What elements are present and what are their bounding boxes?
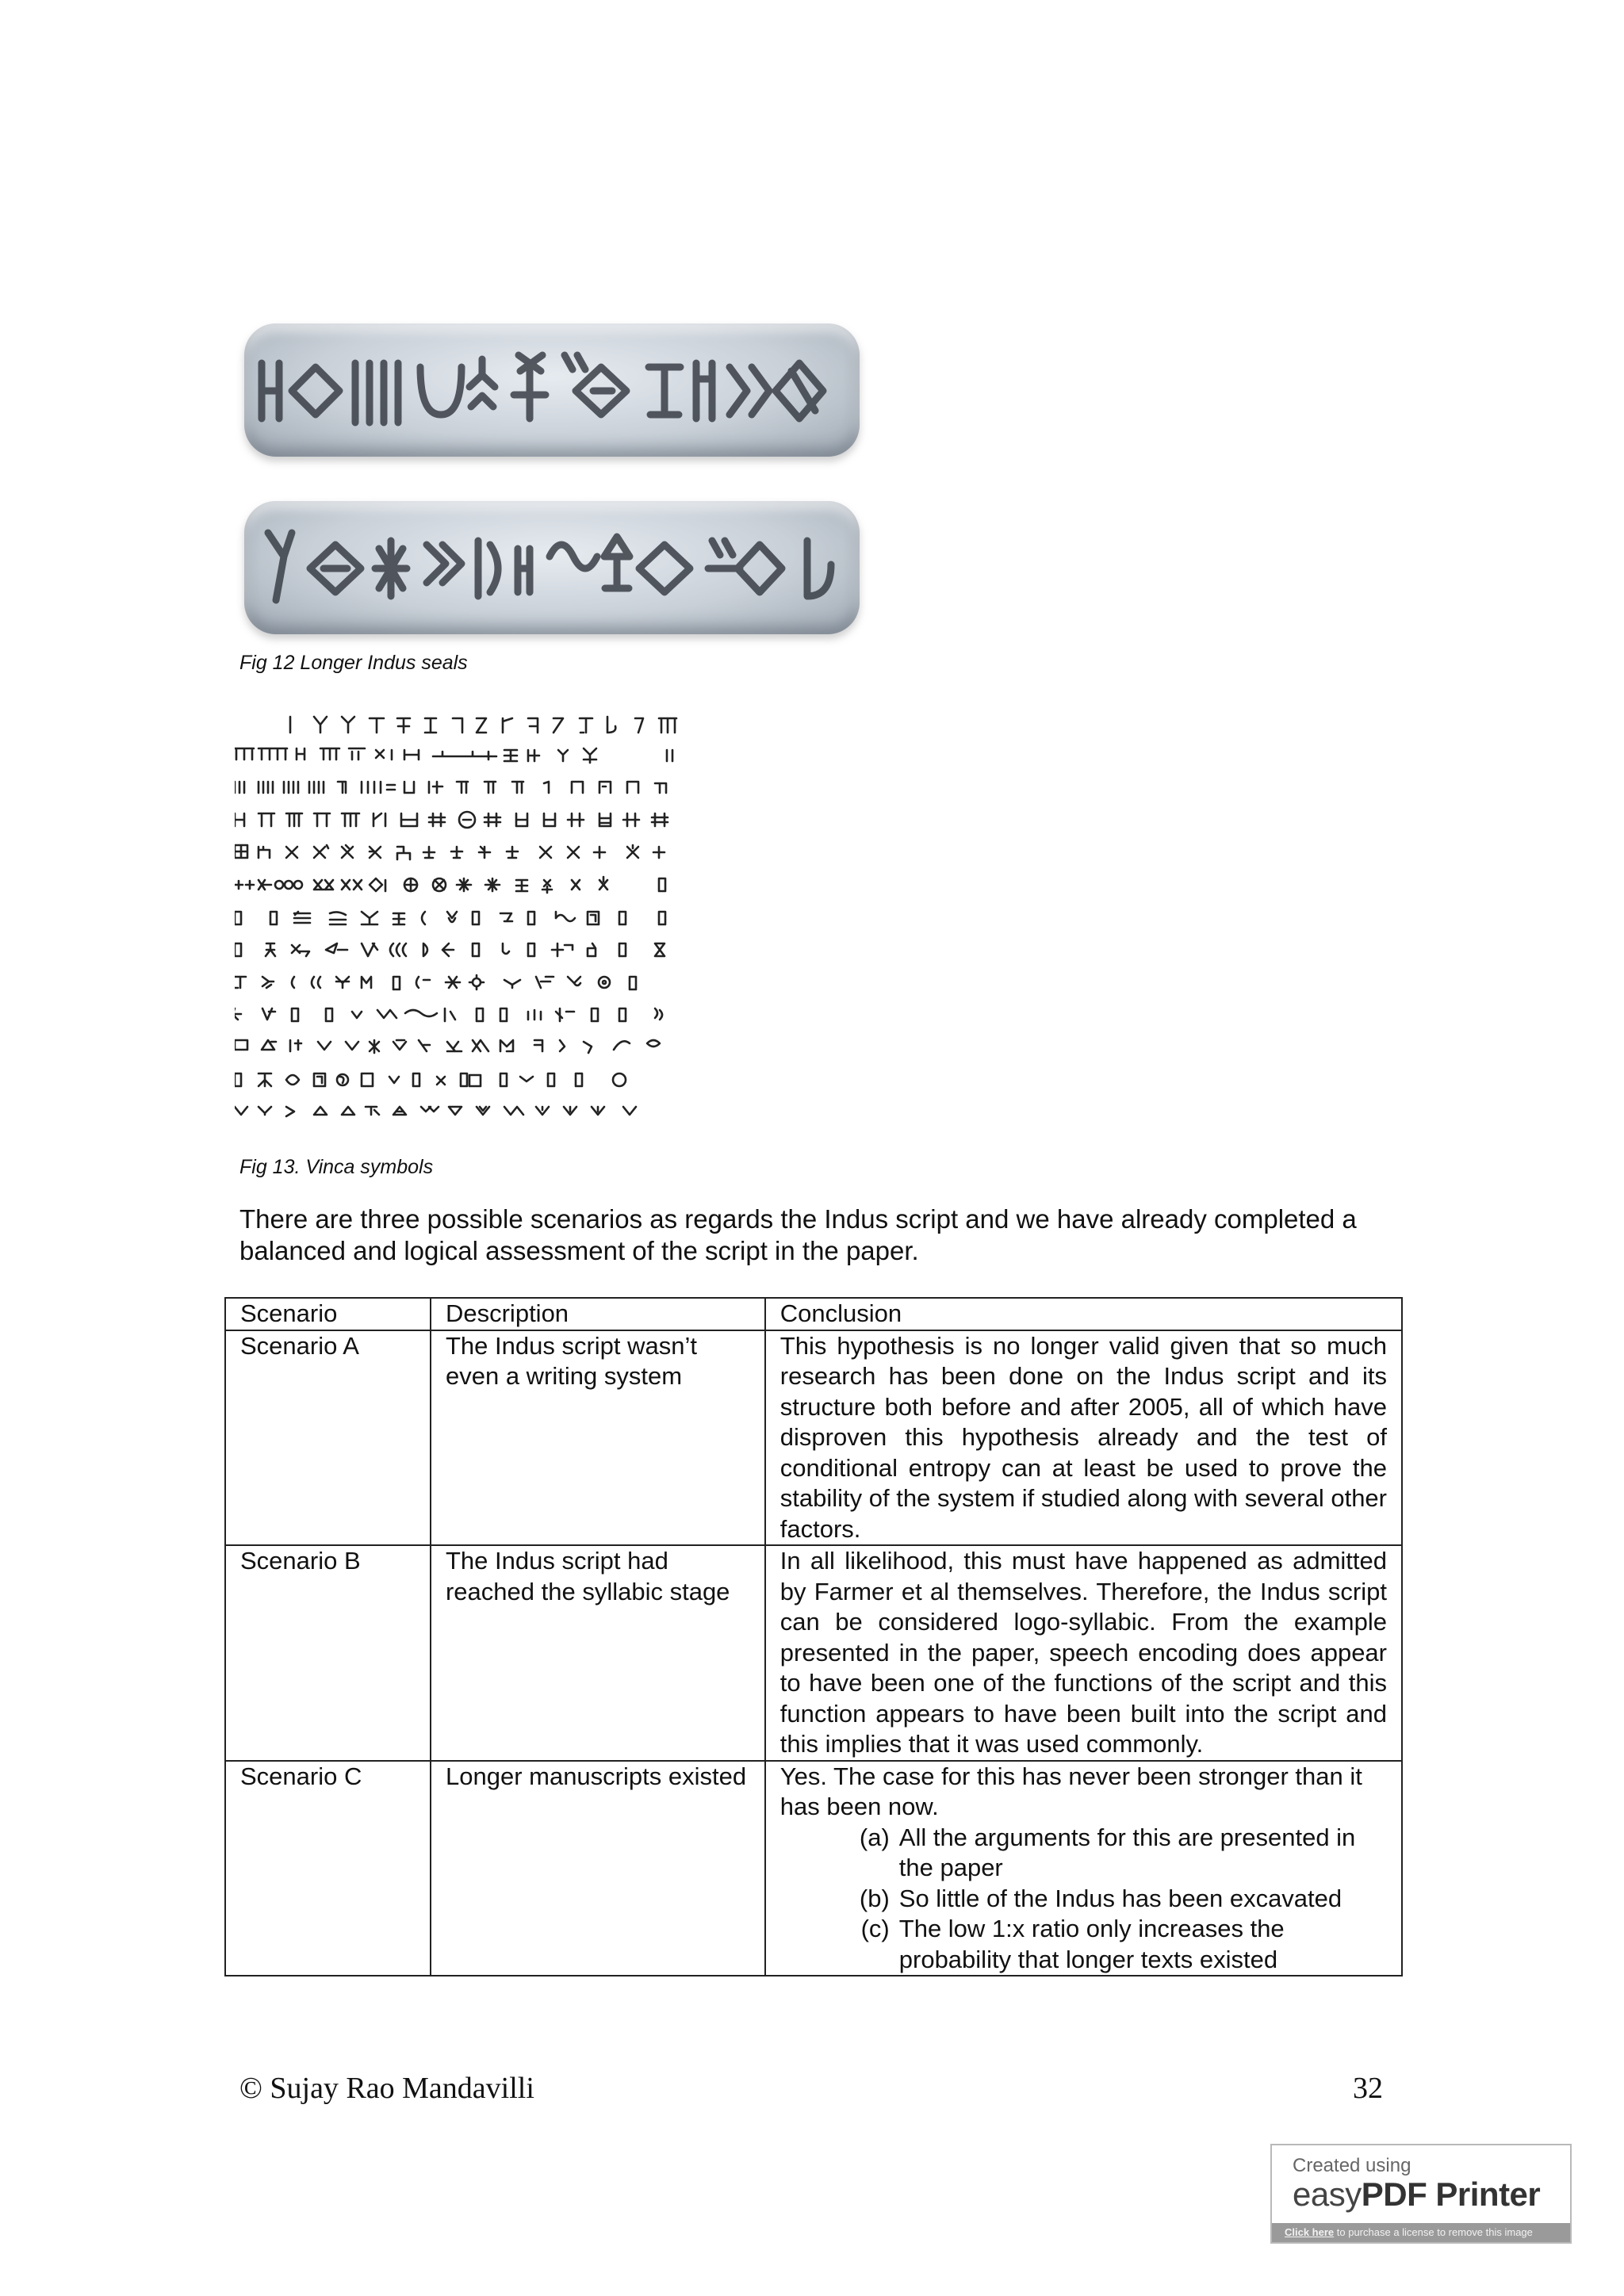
conclusion-cell: In all likelihood, this must have happened as admitted by Farmer et al themselves. Therefore, the Indus script can be considered logo-syllabic. From the example presented in the paper, speech encoding does appear to have been one of the functions of the script and this function appears to have been built into the script and this implies that it was used commonly. xyxy=(765,1545,1402,1761)
list-item xyxy=(780,1823,1387,1884)
indus-seal-bottom-glyphs xyxy=(244,501,860,634)
list-item xyxy=(780,1884,1387,1915)
stamp-click-here-link[interactable]: Click here xyxy=(1285,2226,1335,2238)
list-item xyxy=(780,1914,1387,1975)
stamp-purchase-text: to purchase a license to remove this image xyxy=(1334,2226,1533,2238)
description-cell: Longer manuscripts existed xyxy=(431,1761,765,1976)
stamp-purchase-bar[interactable] xyxy=(1272,2223,1570,2242)
stamp-product-bold: PDF Printer xyxy=(1361,2175,1541,2213)
table-header-row xyxy=(225,1298,1402,1330)
list-marker: (b) xyxy=(859,1884,890,1912)
list-text: The low 1:x ratio only increases the probability that longer texts existed xyxy=(898,1915,1285,1973)
easypdf-stamp[interactable] xyxy=(1270,2144,1572,2244)
scenario-cell: Scenario C xyxy=(225,1761,431,1976)
list-marker: (a) xyxy=(859,1823,890,1851)
conclusion-cell: This hypothesis is no longer valid given that so much research has been done on the Indus script and its structure both before and after 2005, all of which have disproven this hypothesis already and the test of conditional entropy can at least be used to prove the stability of the system if studied along with several other factors. xyxy=(765,1330,1402,1546)
conclusion-list xyxy=(780,1823,1387,1976)
stamp-created-using: Created using xyxy=(1293,2155,1411,2176)
vinca-symbols-grid xyxy=(235,710,831,1126)
indus-seal-top xyxy=(244,323,860,457)
indus-seal-bottom xyxy=(244,501,860,634)
list-text: So little of the Indus has been excavated xyxy=(898,1884,1342,1912)
scenario-cell: Scenario A xyxy=(225,1330,431,1546)
stamp-product-name xyxy=(1293,2175,1540,2214)
table-row xyxy=(225,1545,1402,1761)
conclusion-cell xyxy=(765,1761,1402,1976)
scenario-cell: Scenario B xyxy=(225,1545,431,1761)
header-description: Description xyxy=(431,1298,765,1330)
description-cell: The Indus script had reached the syllabic stage xyxy=(431,1545,765,1761)
intro-paragraph: There are three possible scenarios as regards the Indus script and we have already completed a balanced and logical assessment of the script in the paper. xyxy=(239,1204,1357,1265)
header-conclusion: Conclusion xyxy=(765,1298,1402,1330)
vinca-symbols-glyphs xyxy=(235,710,831,1126)
header-scenario: Scenario xyxy=(225,1298,431,1330)
fig12-caption: Fig 12 Longer Indus seals xyxy=(239,652,468,674)
list-marker: (c) xyxy=(860,1915,890,1942)
indus-seal-top-glyphs xyxy=(244,323,860,457)
footer-page-number: 32 xyxy=(1353,2072,1383,2105)
footer-copyright: © Sujay Rao Mandavilli xyxy=(239,2072,534,2105)
conclusion-intro: Yes. The case for this has never been stronger than it has been now. xyxy=(779,1762,1362,1820)
scenario-table xyxy=(224,1297,1403,1976)
list-text: All the arguments for this are presented in the paper xyxy=(898,1823,1356,1881)
description-cell: The Indus script wasn’t even a writing system xyxy=(431,1330,765,1546)
table-row xyxy=(225,1330,1402,1546)
stamp-product-prefix: easy xyxy=(1293,2175,1362,2213)
table-row xyxy=(225,1761,1402,1976)
fig13-caption: Fig 13. Vinca symbols xyxy=(239,1156,434,1178)
